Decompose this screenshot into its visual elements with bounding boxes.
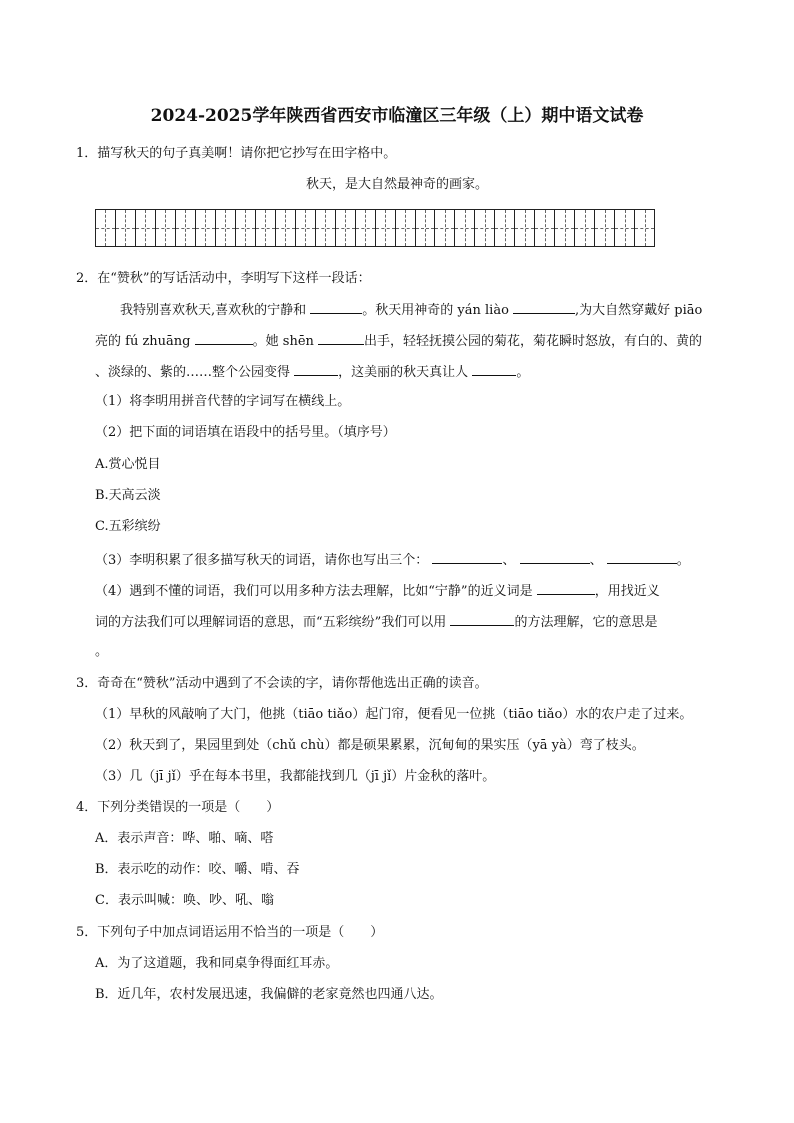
- period: 。: [676, 553, 690, 568]
- tianzige-cell[interactable]: [416, 210, 436, 246]
- passage-line-1: [120, 300, 702, 320]
- answer-blank[interactable]: [472, 362, 516, 376]
- option-5a: A．为了这道题，我和同桌争得面红耳赤。: [95, 956, 339, 971]
- tianzige-cell[interactable]: [515, 210, 535, 246]
- tianzige-cell[interactable]: [136, 210, 156, 246]
- tianzige-cell[interactable]: [575, 210, 595, 246]
- tianzige-cell[interactable]: [336, 210, 356, 246]
- tianzige-cell[interactable]: [156, 210, 176, 246]
- tianzige-cell[interactable]: [376, 210, 396, 246]
- tianzige-cell[interactable]: [176, 210, 196, 246]
- passage-text: 出手，轻轻抚摸公园的菊花，菊花瞬时怒放，有白的、黄的: [364, 334, 703, 349]
- sub-question-3-1: （1）早秋的风敲响了大门，他挑（tiāo tiǎo）起门帘，便看见一位挑（tiāo tiǎo）水的农户走了过来。: [95, 707, 693, 722]
- question-text: 词的方法我们可以理解词语的意思，而“五彩缤纷”我们可以用: [95, 615, 447, 630]
- option-4a: A．表示声音：哗、啪、嘀、嗒: [95, 831, 274, 846]
- copy-sentence: 秋天，是大自然最神奇的画家。: [305, 177, 488, 192]
- answer-blank[interactable]: [537, 581, 595, 595]
- sub-question-2-4-end: 。: [95, 644, 109, 659]
- tianzige-cell[interactable]: [116, 210, 136, 246]
- tianzige-cell[interactable]: [615, 210, 635, 246]
- passage-text: 我特别喜欢秋天,喜欢秋的宁静和: [120, 303, 307, 318]
- separator: 、: [502, 553, 516, 568]
- question-2: 2．在“赞秋”的写话活动中，李明写下这样一段话：: [76, 271, 371, 286]
- answer-blank[interactable]: [195, 331, 253, 345]
- option-c: C.五彩缤纷: [95, 519, 161, 534]
- option-5b: B．近几年，农村发展迅速，我偏僻的老家竟然也四通八达。: [95, 987, 443, 1002]
- question-text: 的方法理解，它的意思是: [514, 615, 658, 630]
- tianzige-cell[interactable]: [236, 210, 256, 246]
- sub-question-2-1: （1）将李明用拼音代替的字词写在横线上。: [95, 394, 351, 409]
- sub-question-3-2: （2）秋天到了，果园里到处（chǔ chù）都是硕果累累，沉甸甸的果实压（yā yà）弯了枝头。: [95, 738, 645, 753]
- answer-blank[interactable]: [607, 550, 677, 564]
- tianzige-cell[interactable]: [96, 210, 116, 246]
- tianzige-cell[interactable]: [555, 210, 575, 246]
- answer-blank[interactable]: [520, 550, 590, 564]
- separator: 、: [589, 553, 603, 568]
- sub-question-3-3: （3）几（jī jǐ）乎在每本书里，我都能找到几（jī jǐ）片金秋的落叶。: [95, 769, 496, 784]
- question-text: ，用找近义: [594, 584, 660, 599]
- option-4c: C．表示叫喊：唤、吵、吼、嗡: [95, 893, 274, 908]
- tianzige-cell[interactable]: [356, 210, 376, 246]
- answer-blank[interactable]: [432, 550, 502, 564]
- passage-text: 、淡绿的、紫的……整个公园变得: [95, 365, 291, 380]
- question-3: 3．奇奇在“赞秋”活动中遇到了不会读的字，请你帮他选出正确的读音。: [76, 676, 488, 691]
- tianzige-cell[interactable]: [276, 210, 296, 246]
- tianzige-cell[interactable]: [495, 210, 515, 246]
- tianzige-cell[interactable]: [396, 210, 416, 246]
- tianzige-cell[interactable]: [256, 210, 276, 246]
- question-5: 5．下列句子中加点词语运用不恰当的一项是（ ）: [76, 925, 384, 940]
- tianzige-cell[interactable]: [435, 210, 455, 246]
- answer-blank[interactable]: [318, 331, 364, 345]
- passage-text: ，这美丽的秋天真让人: [338, 365, 469, 380]
- passage-text: 亮的 fú zhuāng: [95, 334, 191, 349]
- answer-blank[interactable]: [310, 300, 362, 314]
- tianzige-cell[interactable]: [475, 210, 495, 246]
- answer-blank[interactable]: [450, 612, 514, 626]
- option-b: B.天高云淡: [95, 488, 161, 503]
- tianzige-cell[interactable]: [196, 210, 216, 246]
- passage-text: 。秋天用神奇的 yán liào: [362, 303, 509, 318]
- option-4b: B．表示吃的动作：咬、嚼、啃、吞: [95, 862, 300, 877]
- answer-blank[interactable]: [294, 362, 338, 376]
- sub-question-2-2: （2）把下面的词语填在语段中的括号里。（填序号）: [95, 425, 396, 440]
- question-4: 4．下列分类错误的一项是（ ）: [76, 800, 280, 815]
- tianzige-grid[interactable]: [95, 209, 655, 247]
- page-title: 2024-2025学年陕西省西安市临潼区三年级（上）期中语文试卷: [150, 106, 644, 126]
- passage-text: 。: [516, 365, 530, 380]
- question-text: （3）李明积累了很多描写秋天的词语，请你也写出三个：: [95, 553, 429, 568]
- answer-blank[interactable]: [513, 300, 575, 314]
- sub-question-2-4-cont: [95, 612, 657, 632]
- tianzige-cell[interactable]: [635, 210, 654, 246]
- tianzige-cell[interactable]: [216, 210, 236, 246]
- tianzige-cell[interactable]: [316, 210, 336, 246]
- tianzige-cell[interactable]: [535, 210, 555, 246]
- passage-text: 。她 shēn: [252, 334, 314, 349]
- question-1: 1．描写秋天的句子真美啊！请你把它抄写在田字格中。: [76, 146, 397, 161]
- passage-text: ,为大自然穿戴好 piāo: [575, 303, 703, 318]
- passage-line-2: [95, 331, 702, 351]
- passage-line-3: [95, 362, 529, 382]
- tianzige-cell[interactable]: [595, 210, 615, 246]
- sub-question-2-3: [95, 550, 690, 570]
- question-text: （4）遇到不懂的词语，我们可以用多种方法去理解，比如“宁静”的近义词是: [95, 584, 533, 599]
- tianzige-cell[interactable]: [455, 210, 475, 246]
- tianzige-cell[interactable]: [296, 210, 316, 246]
- sub-question-2-4: [95, 581, 660, 601]
- option-a: A.赏心悦目: [95, 457, 161, 472]
